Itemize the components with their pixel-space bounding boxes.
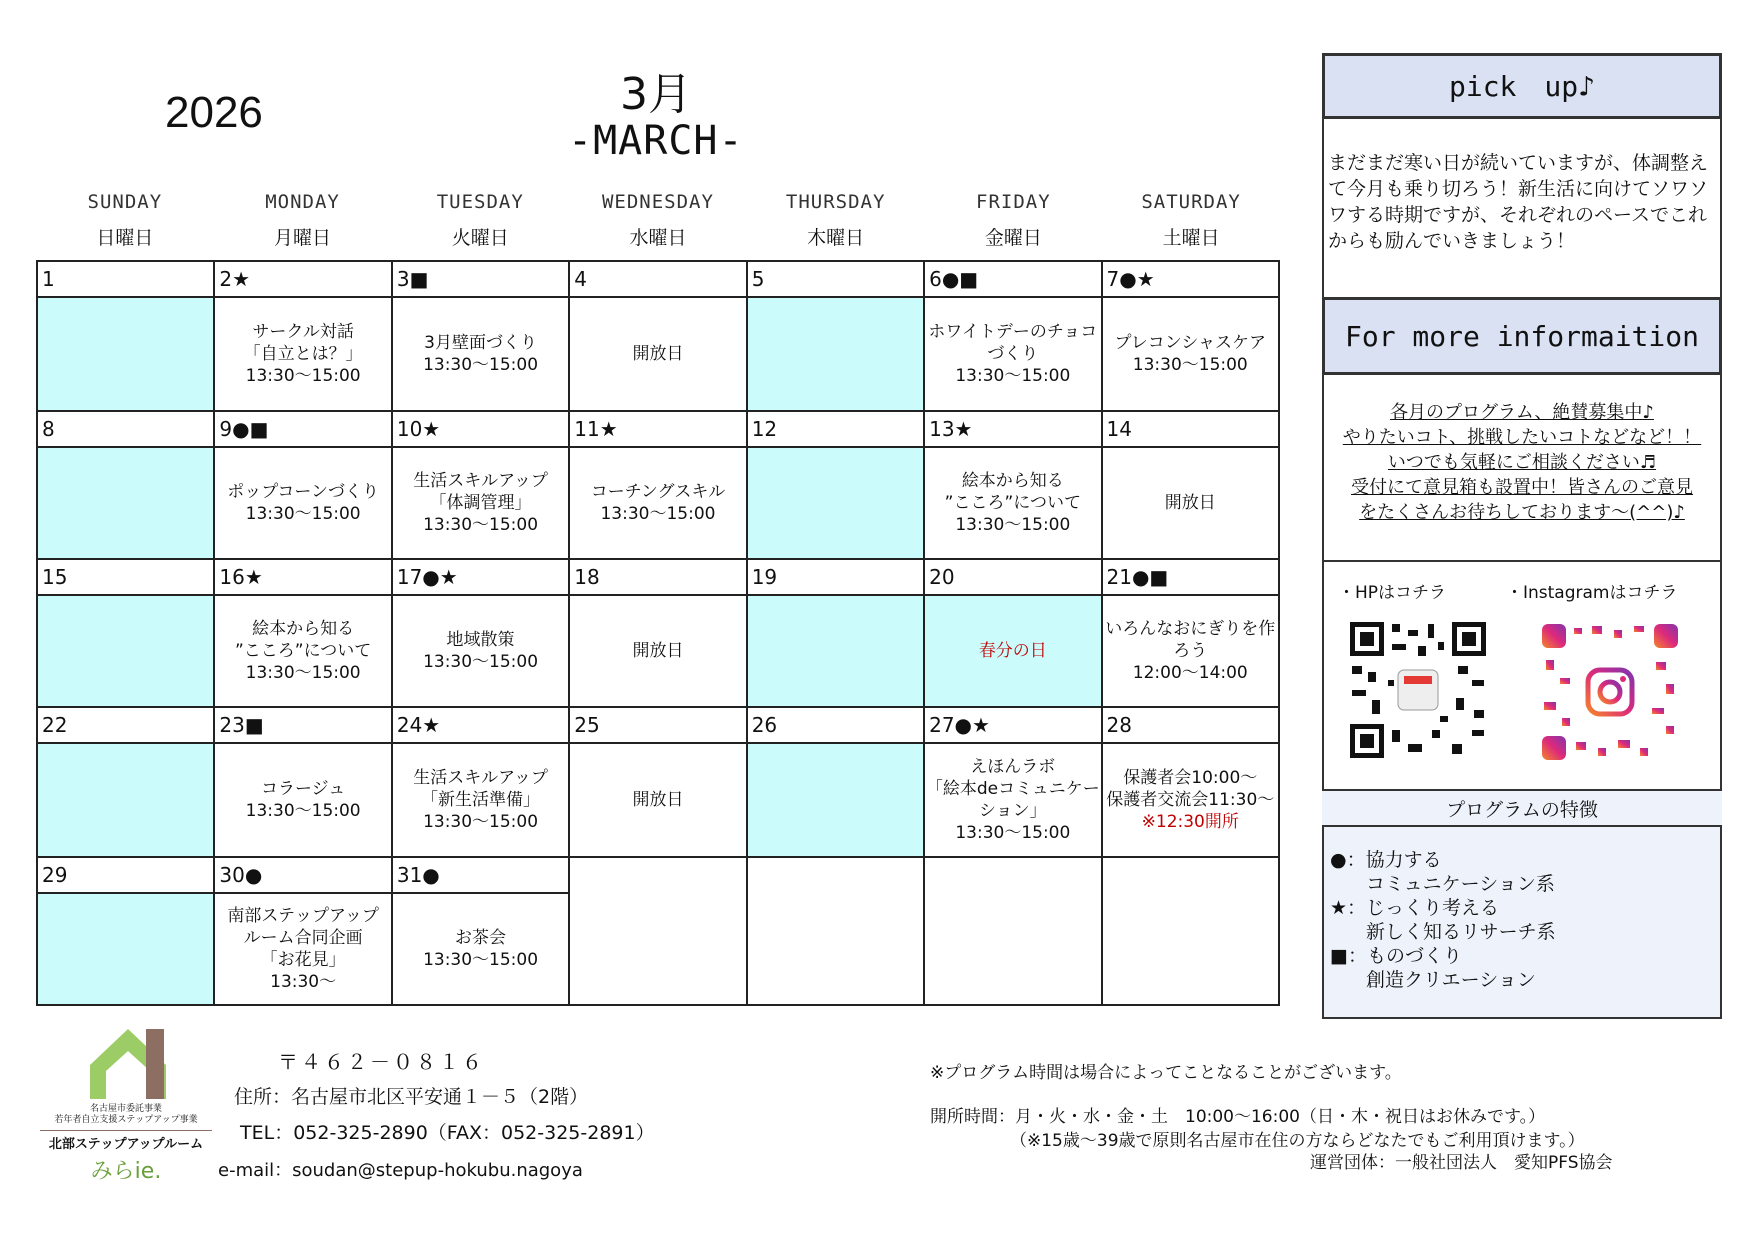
event-row	[37, 447, 1279, 559]
date-cell	[747, 857, 924, 893]
event-cell	[747, 743, 924, 857]
event-cell	[924, 595, 1101, 707]
event-cell	[37, 893, 214, 1005]
event-text: コーチングスキル 13:30～15:00	[590, 482, 726, 524]
weekday-jp: 木曜日	[807, 226, 865, 249]
date-cell: 11★	[569, 411, 746, 447]
features-list	[1330, 848, 1556, 992]
event-text: コラージュ 13:30～15:00	[245, 779, 361, 821]
operating-org: 運営団体：一般社団法人 愛知PFS協会	[1310, 1153, 1613, 1173]
event-text: 3月壁面づくり 13:30～15:00	[423, 333, 539, 375]
date-cell: 29	[37, 857, 214, 893]
divider	[1322, 560, 1722, 562]
event-row	[37, 893, 1279, 1005]
event-cell	[37, 447, 214, 559]
event-cell	[1102, 447, 1279, 559]
weekday-jp: 日曜日	[96, 226, 154, 249]
more-info-line: やりたいコト、挑戦したいコトなどなど！！	[1342, 427, 1702, 448]
weekday-jp: 土曜日	[1162, 226, 1220, 249]
date-cell: 5	[747, 261, 924, 297]
date-cell: 9●■	[214, 411, 391, 447]
event-cell	[569, 595, 746, 707]
logo-main: 北部ステップアップルーム	[40, 1130, 212, 1152]
weekday-en: FRIDAY	[976, 191, 1051, 213]
weekday-header	[36, 190, 1280, 258]
feature-name: ：じっくり考える	[1347, 897, 1500, 919]
date-cell: 27●★	[924, 707, 1101, 743]
event-cell	[924, 447, 1101, 559]
date-cell	[1102, 857, 1279, 893]
weekday-en: TUESDAY	[436, 191, 524, 213]
date-cell: 20	[924, 559, 1101, 595]
event-text: 絵本から知る ”こころ”について 13:30～15:00	[234, 619, 372, 683]
event-text: 保護者会10:00～ 保護者交流会11:30～	[1106, 768, 1275, 810]
event-cell	[569, 447, 746, 559]
event-text: ホワイトデーのチョコ づくり 13:30～15:00	[928, 322, 1098, 386]
address: 住所：名古屋市北区平安通１－５（2階）	[234, 1086, 589, 1108]
logo-sub1: 名古屋市委託事業	[89, 1104, 162, 1114]
event-cell	[569, 893, 746, 1005]
event-cell	[392, 595, 569, 707]
date-row	[37, 559, 1279, 595]
logo-sub	[40, 1104, 212, 1126]
date-cell: 15	[37, 559, 214, 595]
event-text: 開放日	[632, 641, 684, 661]
date-cell: 7●★	[1102, 261, 1279, 297]
more-info-line: 受付にて意見箱も設置中！皆さんのご意見	[1351, 477, 1693, 498]
more-info-list	[1324, 400, 1720, 525]
feature-desc: 新しく知るリサーチ系	[1366, 921, 1556, 943]
calendar-grid	[36, 260, 1280, 1006]
email: e-mail：soudan@stepup-hokubu.nagoya	[218, 1160, 583, 1181]
logo-sub2: 若年者自立支援ステップアップ事業	[54, 1115, 198, 1125]
event-cell	[392, 893, 569, 1005]
date-cell: 18	[569, 559, 746, 595]
event-text: いろんなおにぎりを作 ろう 12:00～14:00	[1105, 619, 1276, 683]
features-title: プログラムの特徴	[1322, 789, 1722, 827]
more-info-line: 各月のプログラム、絶賛募集中♪	[1390, 402, 1654, 423]
event-cell	[747, 893, 924, 1005]
event-cell	[747, 297, 924, 411]
event-text: えほんラボ 「絵本deコミュニケー ション」 13:30～15:00	[925, 757, 1100, 843]
event-cell	[569, 297, 746, 411]
weekday-jp: 金曜日	[984, 226, 1042, 249]
feature-mark: ★	[1330, 897, 1348, 919]
date-cell: 8	[37, 411, 214, 447]
event-cell	[392, 447, 569, 559]
date-cell: 22	[37, 707, 214, 743]
event-cell	[924, 743, 1101, 857]
event-cell	[392, 297, 569, 411]
year: 2026	[165, 88, 263, 137]
event-note: ※12:30開所	[1141, 812, 1239, 832]
date-cell: 13★	[924, 411, 1101, 447]
event-cell	[214, 595, 391, 707]
event-cell	[214, 743, 391, 857]
event-cell	[924, 297, 1101, 411]
date-cell: 21●■	[1102, 559, 1279, 595]
hp-label: ・HPはコチラ	[1338, 583, 1447, 603]
date-cell: 14	[1102, 411, 1279, 447]
event-cell	[1102, 893, 1279, 1005]
pickup-text: まだまだ寒い日が続いていますが、体調整えて今月も乗り切ろう！新生活に向けてソワソワする時期ですが、それぞれのペースでこれからも励んでいきましょう！	[1328, 152, 1709, 252]
tel-fax: TEL：052-325-2890（FAX：052-325-2891）	[240, 1122, 655, 1144]
program-time-note: ※プログラム時間は場合によってことなることがございます。	[930, 1063, 1402, 1083]
instagram-label: ・Instagramはコチラ	[1506, 583, 1678, 603]
event-text: 開放日	[632, 344, 684, 364]
hp-qr-code-icon[interactable]	[1348, 620, 1488, 760]
event-cell	[214, 893, 391, 1005]
event-cell	[214, 447, 391, 559]
event-cell	[747, 447, 924, 559]
more-info-line: いつでも気軽にご相談ください♬	[1387, 452, 1657, 473]
pickup-title: pick up♪	[1322, 53, 1722, 119]
date-cell: 30●	[214, 857, 391, 893]
date-cell: 4	[569, 261, 746, 297]
event-cell	[392, 743, 569, 857]
date-cell: 19	[747, 559, 924, 595]
date-cell	[569, 857, 746, 893]
date-cell: 1	[37, 261, 214, 297]
event-cell	[1102, 595, 1279, 707]
date-cell: 17●★	[392, 559, 569, 595]
event-cell	[37, 595, 214, 707]
event-text: 開放日	[632, 790, 684, 810]
date-cell: 26	[747, 707, 924, 743]
date-row	[37, 261, 1279, 297]
event-cell	[37, 743, 214, 857]
date-cell: 28	[1102, 707, 1279, 743]
date-row	[37, 857, 1279, 893]
event-cell	[1102, 297, 1279, 411]
event-text: プレコンシャスケア 13:30～15:00	[1114, 333, 1267, 375]
event-text: 地域散策 13:30～15:00	[423, 630, 539, 672]
eligibility: （※15歳～39歳で原則名古屋市在住の方ならどなたでもご利用頂けます。）	[1010, 1131, 1585, 1151]
house-logo-icon	[88, 1025, 168, 1101]
date-cell: 24★	[392, 707, 569, 743]
date-cell	[924, 857, 1101, 893]
weekday-en: SUNDAY	[87, 191, 163, 213]
opening-hours: 開所時間：月・火・水・金・土 10:00～16:00（日・木・祝日はお休みです。）	[930, 1107, 1546, 1127]
feature-name: ：協力する	[1346, 849, 1442, 871]
event-row	[37, 595, 1279, 707]
more-info-title: For more informaition	[1322, 297, 1722, 375]
event-cell	[747, 595, 924, 707]
event-text: お茶会 13:30～15:00	[423, 928, 539, 970]
weekday-en: WEDNESDAY	[601, 191, 714, 213]
weekday-jp: 火曜日	[451, 226, 509, 249]
event-cell	[924, 893, 1101, 1005]
date-cell: 3■	[392, 261, 569, 297]
event-text: ポップコーンづくり 13:30～15:00	[227, 482, 380, 524]
date-cell: 25	[569, 707, 746, 743]
event-cell	[214, 297, 391, 411]
feature-mark: ●	[1330, 849, 1347, 871]
instagram-qr-code-icon[interactable]	[1540, 622, 1680, 762]
feature-desc: コミュニケーション系	[1366, 873, 1555, 895]
weekday-jp: 月曜日	[274, 226, 332, 249]
date-cell: 2★	[214, 261, 391, 297]
event-cell	[37, 297, 214, 411]
weekday-en: SATURDAY	[1141, 191, 1241, 213]
date-row	[37, 411, 1279, 447]
event-text: 開放日	[1164, 493, 1216, 513]
date-cell: 23■	[214, 707, 391, 743]
month-title-en: -MARCH-	[568, 118, 744, 164]
feature-name: ：ものづくり	[1347, 945, 1462, 967]
event-text: サークル対話 「自立とは？」 13:30～15:00	[243, 322, 363, 386]
event-text: 春分の日	[978, 641, 1047, 661]
event-cell	[569, 743, 746, 857]
month-title: 3月	[620, 69, 692, 120]
event-text: 生活スキルアップ 「新生活準備」 13:30～15:00	[413, 768, 548, 832]
event-text: 南部ステップアップ ルーム合同企画 「お花見」 13:30～	[227, 906, 379, 992]
date-cell: 6●■	[924, 261, 1101, 297]
date-cell: 31●	[392, 857, 569, 893]
event-text: 生活スキルアップ 「体調管理」 13:30～15:00	[413, 471, 548, 535]
more-info-line: をたくさんお待ちしております～(^^)♪	[1359, 502, 1685, 523]
date-row	[37, 707, 1279, 743]
date-cell: 16★	[214, 559, 391, 595]
weekday-jp: 水曜日	[629, 226, 687, 249]
date-cell: 10★	[392, 411, 569, 447]
event-row	[37, 743, 1279, 857]
event-cell	[1102, 743, 1279, 857]
logo-brand: みらie.	[90, 1159, 162, 1184]
postal-code: 〒４６２－０８１６	[278, 1050, 485, 1074]
weekday-en: MONDAY	[265, 191, 340, 213]
event-row	[37, 297, 1279, 411]
feature-mark: ■	[1330, 945, 1348, 967]
weekday-en: THURSDAY	[785, 191, 886, 213]
date-cell: 12	[747, 411, 924, 447]
event-text: 絵本から知る ”こころ”について 13:30～15:00	[944, 471, 1081, 535]
feature-desc: 創造クリエーション	[1366, 969, 1536, 991]
